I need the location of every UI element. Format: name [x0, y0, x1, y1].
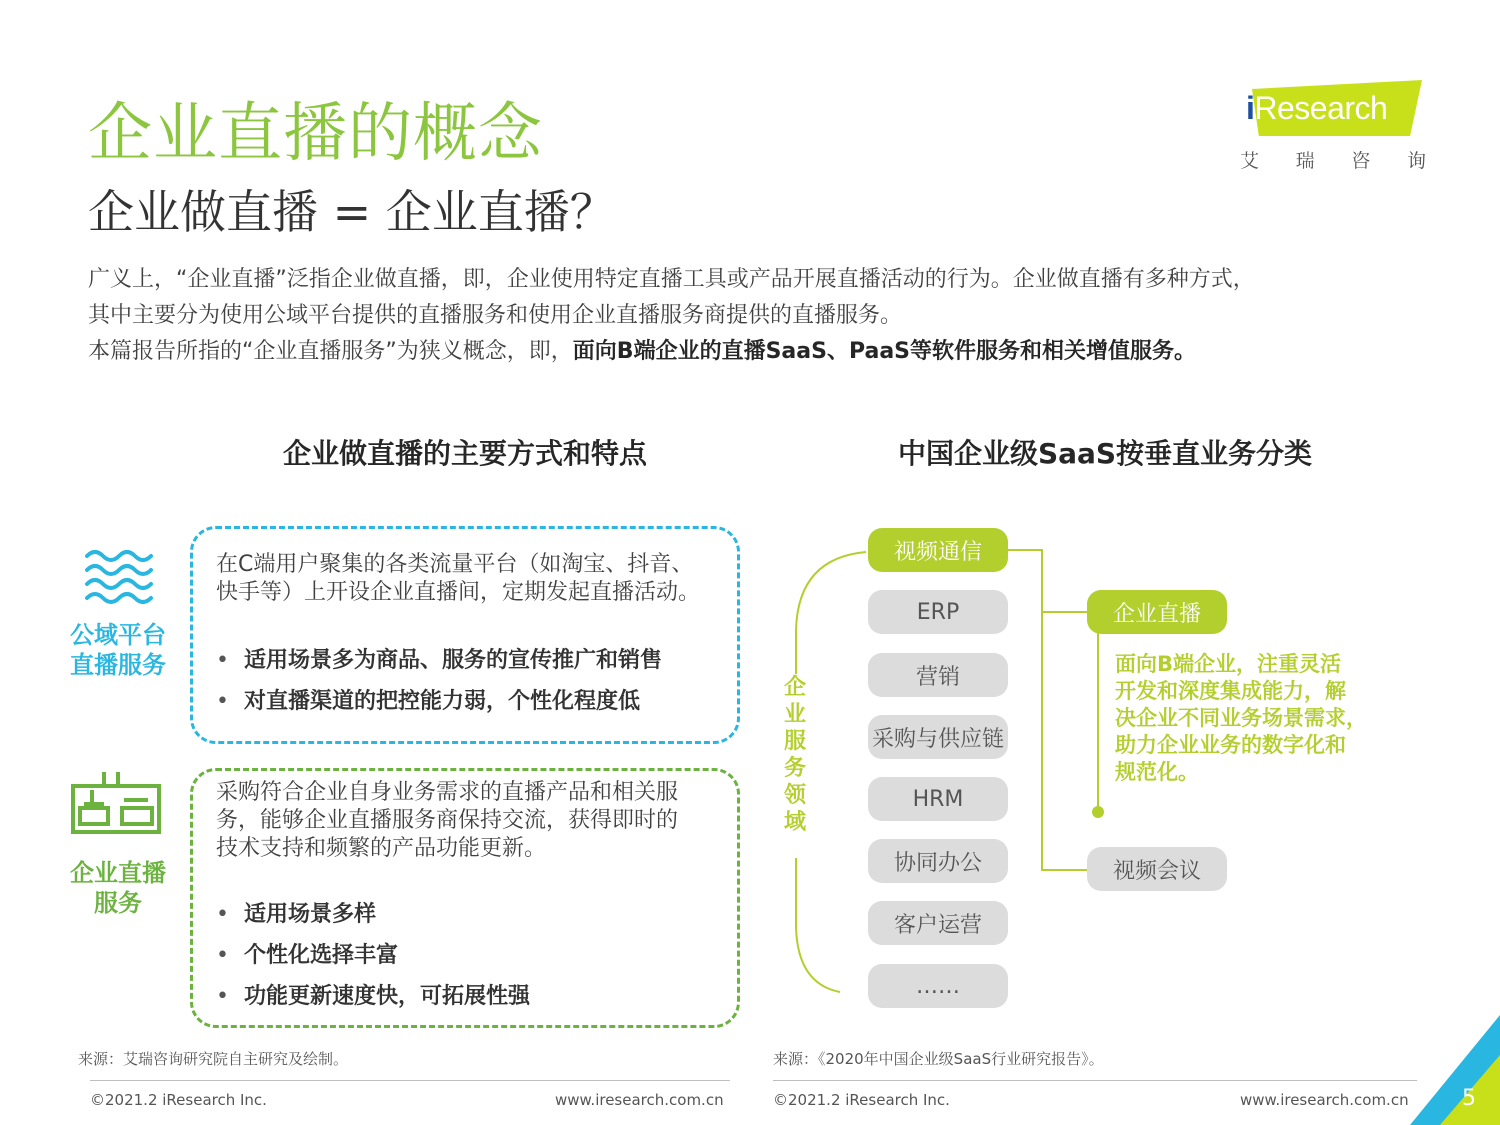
bullet-dot: • [216, 984, 229, 1009]
page-title: 企业直播的概念 [88, 97, 543, 171]
enterprise-label-line-1: 企业直播 [70, 859, 166, 887]
desc-line: 开发和深度集成能力，解 [1115, 679, 1346, 703]
bullet-text: 功能更新速度快，可拓展性强 [244, 984, 531, 1009]
right-section-title: 中国企业级SaaS按垂直业务分类 [897, 437, 1313, 470]
logo-research: Research [1254, 90, 1388, 126]
enterprise-desc-line: 务，能够企业直播服务商保持交流，获得即时的 [216, 808, 679, 833]
connector-dot [1092, 806, 1104, 818]
enterprise-label-line-2: 服务 [94, 889, 142, 917]
page-subtitle: 企业做直播 = 企业直播？ [88, 185, 616, 239]
enterprise-live-desc [216, 779, 726, 863]
public-platform-desc [216, 551, 726, 607]
category-customer-operations: 客户运营 [868, 901, 1008, 945]
bullet-dot: • [216, 943, 229, 968]
iresearch-logo [1238, 80, 1428, 172]
bullet-dot: • [216, 648, 229, 673]
right-copyright: ©2021.2 iResearch Inc. [773, 1091, 950, 1109]
enterprise-live-description [1115, 651, 1405, 786]
logo-cn-char: 瑞 [1295, 150, 1315, 172]
left-url: www.iresearch.com.cn [555, 1091, 724, 1109]
enterprise-bullet-3 [216, 979, 530, 1010]
enterprise-desc-line: 采购符合企业自身业务需求的直播产品和相关服 [216, 780, 679, 805]
category-marketing: 营销 [868, 653, 1008, 697]
vertical-char: 业 [783, 702, 806, 727]
public-desc-line: 快手等）上开设企业直播间，定期发起直播活动。 [216, 580, 701, 605]
logo-cn-char: 咨 [1351, 150, 1371, 172]
intro-line-3 [88, 334, 1468, 370]
page-number: 5 [1462, 1086, 1476, 1111]
public-label-line-2: 直播服务 [70, 651, 166, 679]
logo-wordmark [1246, 90, 1387, 127]
intro-line-1: 广义上，“企业直播”泛指企业做直播，即，企业使用特定直播工具或产品开展直播活动的行为。企业做直播有多种方式， [88, 267, 1255, 292]
category-hrm: HRM [868, 777, 1008, 821]
sub-enterprise-live: 企业直播 [1087, 590, 1227, 634]
desc-line: 助力企业业务的数字化和 [1115, 733, 1346, 757]
logo-i: i [1246, 90, 1255, 126]
bullet-text: 对直播渠道的把控能力弱，个性化程度低 [244, 689, 641, 714]
bullet-text: 适用场景多样 [244, 902, 377, 927]
category-video-communication: 视频通信 [868, 528, 1008, 572]
right-source: 来源：《2020年中国企业级SaaS行业研究报告》。 [773, 1050, 1104, 1068]
intro-line-3-plain: 本篇报告所指的“企业直播服务”为狭义概念，即， [88, 339, 573, 364]
bullet-text: 个性化选择丰富 [244, 943, 399, 968]
left-copyright: ©2021.2 iResearch Inc. [90, 1091, 267, 1109]
corner-decoration [1410, 1015, 1500, 1125]
public-label-line-1: 公域平台 [70, 621, 166, 649]
category-more: …… [868, 964, 1008, 1008]
vertical-char: 领 [783, 783, 806, 808]
intro-line-2: 其中主要分为使用公域平台提供的直播服务和使用企业直播服务商提供的直播服务。 [88, 303, 903, 328]
public-bullet-1 [216, 643, 662, 674]
enterprise-bullet-2 [216, 938, 398, 969]
public-platform-label [58, 620, 178, 680]
left-source: 来源：艾瑞咨询研究院自主研究及绘制。 [78, 1050, 349, 1068]
public-desc-line: 在C端用户聚集的各类流量平台（如淘宝、抖音、 [216, 552, 694, 577]
vertical-char: 企 [783, 675, 806, 700]
bullet-text: 适用场景多为商品、服务的宣传推广和销售 [244, 648, 663, 673]
bullet-dot: • [216, 902, 229, 927]
desc-line: 面向B端企业，注重灵活 [1115, 652, 1342, 676]
right-divider [773, 1080, 1417, 1081]
category-erp: ERP [868, 590, 1008, 634]
intro-paragraph [88, 262, 1468, 370]
logo-cn-char: 询 [1406, 150, 1426, 172]
wave-icon [84, 548, 154, 606]
logo-cn [1240, 146, 1426, 173]
enterprise-bullet-1 [216, 897, 376, 928]
category-collaboration: 协同办公 [868, 839, 1008, 883]
desc-line: 决企业不同业务场景需求， [1115, 706, 1367, 730]
desc-line: 规范化。 [1115, 760, 1199, 784]
intro-line-3-bold: 面向B端企业的直播SaaS、PaaS等软件服务和相关增值服务。 [572, 339, 1197, 364]
public-bullet-2 [216, 684, 640, 715]
enterprise-service-domain-label [782, 674, 808, 836]
left-section-title: 企业做直播的主要方式和特点 [282, 437, 647, 470]
category-procurement-supply-chain: 采购与供应链 [868, 715, 1008, 759]
logo-cn-char: 艾 [1240, 150, 1260, 172]
left-divider [90, 1080, 730, 1081]
enterprise-live-icon [70, 770, 162, 836]
enterprise-desc-line: 技术支持和频繁的产品功能更新。 [216, 836, 547, 861]
bullet-dot: • [216, 689, 229, 714]
right-url: www.iresearch.com.cn [1240, 1091, 1409, 1109]
vertical-char: 服 [783, 729, 806, 754]
vertical-char: 务 [783, 756, 806, 781]
sub-video-meeting: 视频会议 [1087, 847, 1227, 891]
enterprise-live-label [58, 858, 178, 918]
vertical-char: 域 [783, 810, 806, 835]
